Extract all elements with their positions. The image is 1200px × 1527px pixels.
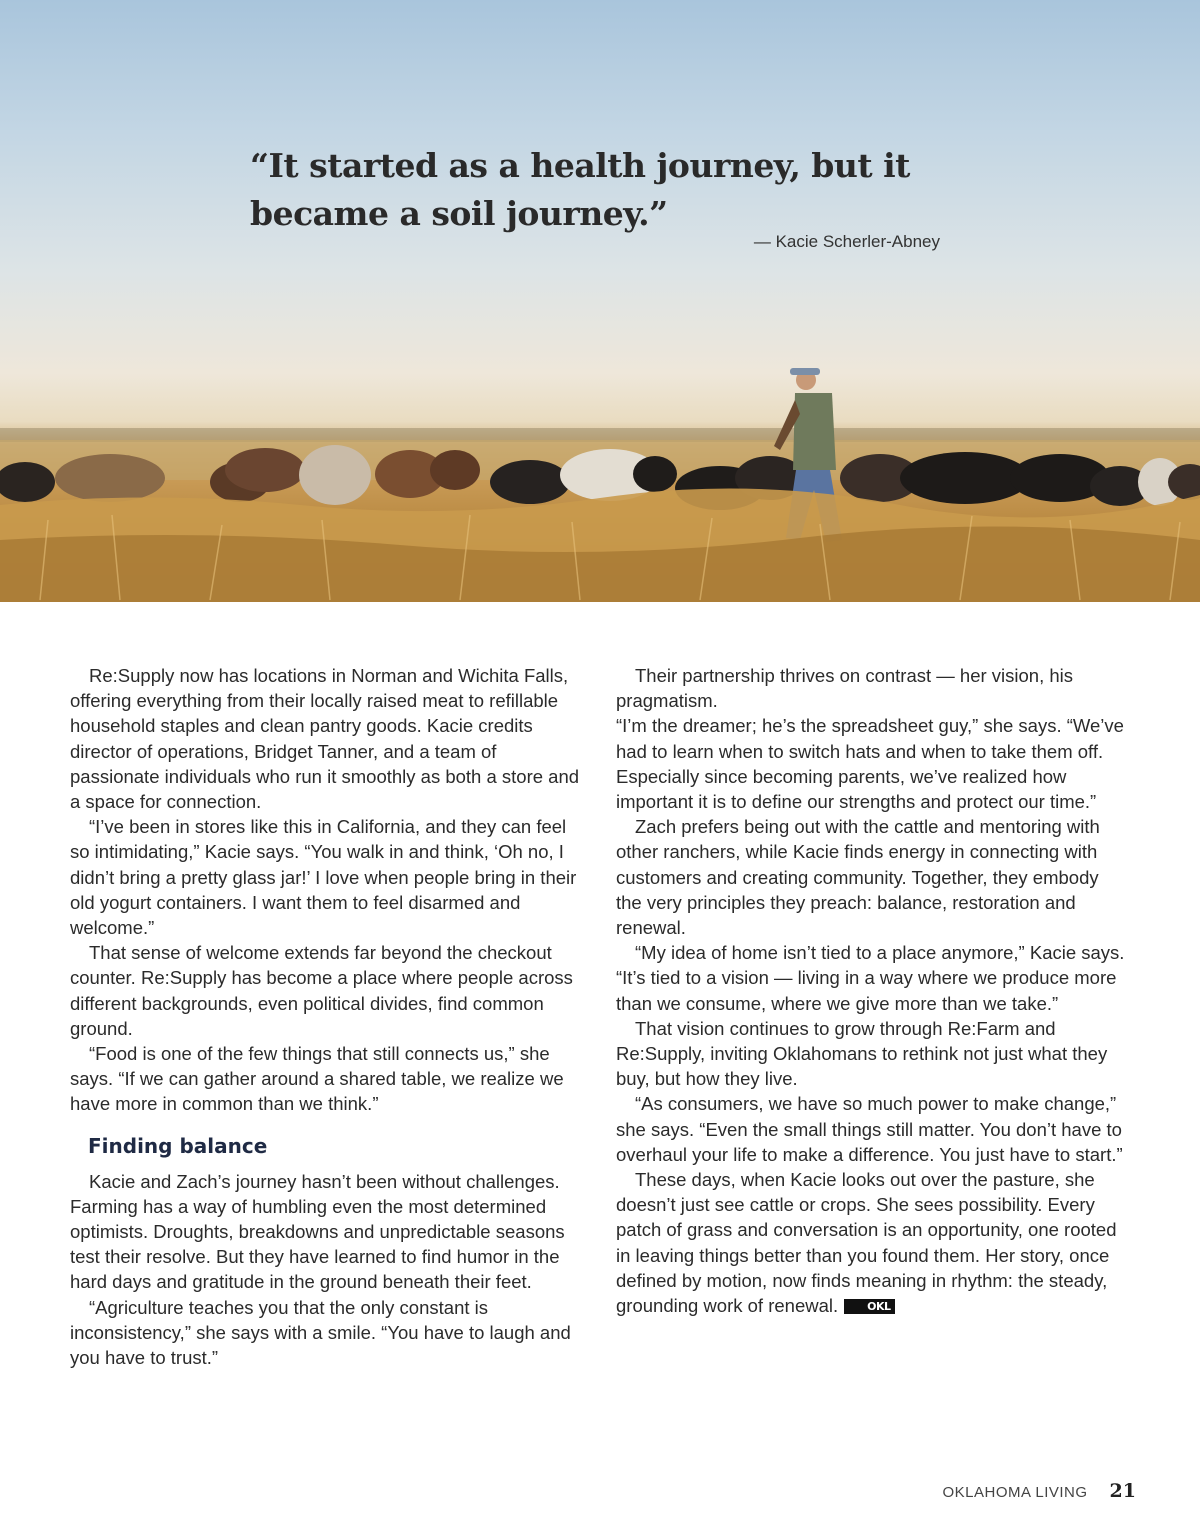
paragraph: “I’ve been in stores like this in California, and they can feel so intimidating,” Kacie says. “You walk in and think, ‘Oh no, I didn’t bring a pretty glass jar!’ I love when people bring in their old yogurt containers. I want them to feel disarmed and welcome.” — [70, 816, 577, 939]
paragraph: Kacie and Zach’s journey hasn’t been without challenges. Farming has a way of humbling even the most determined optimists. Droughts, breakdowns and unpredictable seasons test their resolve. But they have learned to find humor in the hard days and gratitude in the ground beneath their feet. — [70, 1170, 565, 1293]
horizon-band — [0, 428, 1200, 442]
pasture-scene — [0, 0, 1200, 602]
okl-end-mark: OKL — [844, 1299, 894, 1314]
publication-name: OKLAHOMA LIVING — [942, 1484, 1088, 1501]
article-column-left — [70, 663, 580, 1370]
paragraph: Zach prefers being out with the cattle and mentoring with other ranchers, while Kacie finds energy in connecting with customers and creating community. Together, they embody the very principles they preach: balance, restoration and renewal. — [616, 816, 1100, 939]
paragraph: “My idea of home isn’t tied to a place anymore,” Kacie says. “It’s tied to a vision — living in a way where we produce more than we consume, where we give more than we take.” — [616, 942, 1125, 1014]
page-number: 21 — [1109, 1480, 1136, 1502]
pull-quote: “It started as a health journey, but it became a soil journey.” — [250, 146, 910, 233]
final-paragraph-text: These days, when Kacie looks out over the pasture, she doesn’t just see cattle or crops. She sees possibility. Every patch of grass and conversation is an opportunity, one rooted in leaving things better than you found them. Her story, once defined by motion, now finds meaning in rhythm: the steady, grounding work of renewal. — [616, 1169, 1117, 1317]
paragraph: Re:Supply now has locations in Norman and Wichita Falls, offering everything from their locally raised meat to refillable household staples and clean pantry goods. Kacie credits director of operations, Bridget Tanner, and a team of passionate individuals who run it smoothly as both a store and a space for connection. — [70, 665, 580, 813]
paragraph: “Food is one of the few things that still connects us,” she says. “If we can gather around a shared table, we realize we have more in common than we think.” — [70, 1043, 564, 1115]
page-footer — [943, 1480, 1137, 1502]
final-paragraph — [616, 1167, 1126, 1318]
paragraph: That vision continues to grow through Re:Farm and Re:Supply, inviting Oklahomans to rethink not just what they buy, but how they live. — [616, 1017, 1108, 1090]
hero-photo — [0, 0, 1200, 602]
quote-attribution: — Kacie Scherler-Abney — [753, 232, 940, 251]
paragraph: “I’m the dreamer; he’s the spreadsheet guy,” she says. “We’ve had to learn when to switch hats and when to take them off. Especially since becoming parents, we’ve realized how important it is to define our strengths and protect our time.” — [616, 715, 1124, 813]
paragraph: “As consumers, we have so much power to make change,” she says. “Even the small things still matter. You don’t have to overhaul your life to make a difference. You just have to start.” — [616, 1093, 1123, 1165]
article-column-right — [616, 663, 1126, 1318]
paragraph: Their partnership thrives on contrast — her vision, his pragmatism. — [616, 665, 1074, 712]
paragraph: “Agriculture teaches you that the only constant is inconsistency,” she says with a smile. “You have to laugh and you have to trust.” — [70, 1296, 571, 1369]
paragraph: That sense of welcome extends far beyond the checkout counter. Re:Supply has become a place where people across different backgrounds, even political divides, find common ground. — [70, 942, 573, 1039]
section-subhead: Finding balance — [88, 1133, 268, 1158]
